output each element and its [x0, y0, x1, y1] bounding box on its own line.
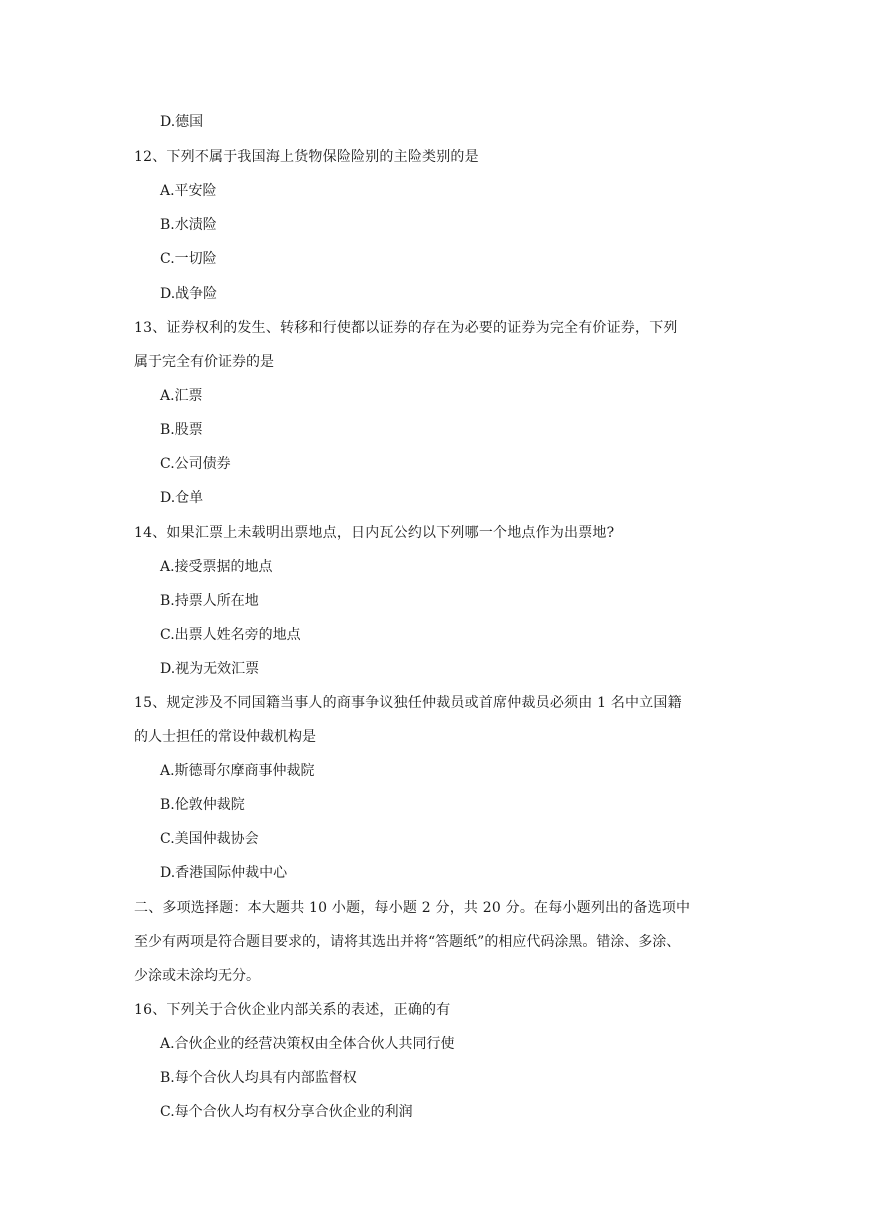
q14-option-a: A.接受票据的地点: [160, 559, 273, 575]
section-2-header-line2: 至少有两项是符合题目要求的，请将其选出并将“答题纸”的相应代码涂黑。错涂、多涂、: [134, 934, 681, 950]
q15-option-c: C.美国仲裁协会: [160, 831, 259, 847]
q13-option-d: D.仓单: [160, 490, 204, 506]
q14-option-b: B.持票人所在地: [160, 593, 259, 609]
q12-option-b: B.水渍险: [160, 217, 217, 233]
q14-option-c: C.出票人姓名旁的地点: [160, 627, 301, 643]
section-2-header-line3: 少涂或未涂均无分。: [134, 968, 260, 984]
question-16-text: 16、下列关于合伙企业内部关系的表述，正确的有: [134, 1002, 451, 1018]
q15-option-a: A.斯德哥尔摩商事仲裁院: [160, 763, 315, 779]
section-2-header-line1: 二、多项选择题：本大题共 10 小题，每小题 2 分，共 20 分。在每小题列出的备选项中: [134, 900, 691, 916]
q16-option-b: B.每个合伙人均具有内部监督权: [160, 1070, 357, 1086]
q12-option-a: A.平安险: [160, 183, 217, 199]
q15-option-d: D.香港国际仲裁中心: [160, 865, 288, 881]
question-14-text: 14、如果汇票上未载明出票地点，日内瓦公约以下列哪一个地点作为出票地?: [134, 525, 615, 541]
q12-option-d: D.战争险: [160, 286, 218, 302]
question-15-text-line1: 15、规定涉及不同国籍当事人的商事争议独任仲裁员或首席仲裁员必须由 1 名中立国籍: [134, 695, 682, 711]
question-15-text-line2: 的人士担任的常设仲裁机构是: [134, 729, 316, 745]
question-13-text-line1: 13、证券权利的发生、转移和行使都以证券的存在为必要的证券为完全有价证券，下列: [134, 320, 678, 336]
question-13-text-line2: 属于完全有价证券的是: [134, 354, 274, 370]
q13-option-b: B.股票: [160, 422, 203, 438]
q13-option-a: A.汇票: [160, 388, 203, 404]
q15-option-b: B.伦敦仲裁院: [160, 797, 245, 813]
option-d-q11: D.德国: [160, 114, 204, 130]
q14-option-d: D.视为无效汇票: [160, 661, 260, 677]
q12-option-c: C.一切险: [160, 251, 217, 267]
q13-option-c: C.公司债券: [160, 456, 231, 472]
q16-option-a: A.合伙企业的经营决策权由全体合伙人共同行使: [160, 1036, 455, 1052]
question-12-text: 12、下列不属于我国海上货物保险险别的主险类别的是: [134, 149, 479, 165]
q16-option-c: C.每个合伙人均有权分享合伙企业的利润: [160, 1104, 413, 1120]
